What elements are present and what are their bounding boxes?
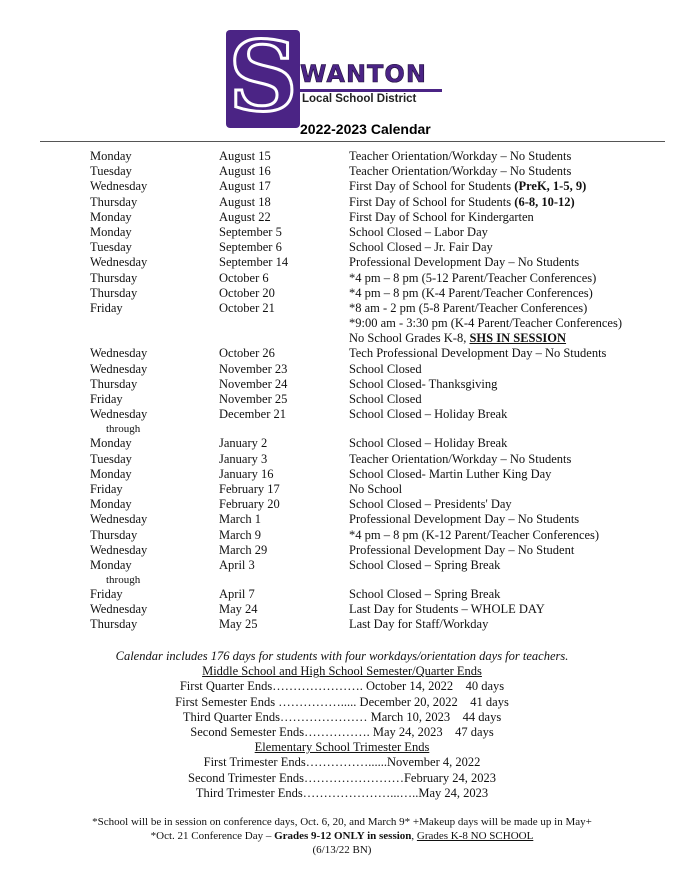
trimester-row: First Trimester Ends……………......November 4, 2022 xyxy=(203,755,481,770)
event-desc xyxy=(349,346,606,361)
event-row xyxy=(0,558,684,573)
event-date: October 20 xyxy=(219,285,275,300)
event-day: Thursday xyxy=(90,194,138,209)
event-date: March 9 xyxy=(219,527,261,542)
header xyxy=(0,0,684,145)
event-day: Wednesday xyxy=(90,512,148,527)
event-desc-text: *4 pm – 8 pm (K-4 Parent/Teacher Conferences) xyxy=(349,285,593,300)
event-desc xyxy=(349,225,488,240)
event-row xyxy=(0,617,684,632)
event-row xyxy=(0,377,684,392)
event-desc-text: *4 pm – 8 pm (K-12 Parent/Teacher Conferences) xyxy=(349,527,600,542)
event-desc-text: *4 pm – 8 pm (5-12 Parent/Teacher Conferences) xyxy=(349,270,597,285)
event-day: Monday xyxy=(90,557,132,572)
logo-wordmark: WANTON xyxy=(300,60,427,88)
ms-hs-heading: Middle School and High School Semester/Quarter Ends xyxy=(202,664,482,679)
footer-note-2-pre: *Oct. 21 Conference Day – xyxy=(150,830,275,842)
quarter-row xyxy=(0,725,684,740)
quarter-days: 40 days xyxy=(465,679,505,694)
event-row xyxy=(0,392,684,407)
footer xyxy=(0,815,684,857)
event-date: August 16 xyxy=(219,164,271,179)
event-desc-text: School Closed – Labor Day xyxy=(349,224,488,239)
event-date: September 14 xyxy=(219,255,289,270)
summary-intro: Calendar includes 176 days for students with four workdays/orientation days for teachers. xyxy=(115,649,569,663)
event-row xyxy=(0,331,684,346)
logo-underline xyxy=(300,89,442,92)
event-date: March 29 xyxy=(219,542,268,557)
event-date: May 25 xyxy=(219,617,258,632)
event-day: Thursday xyxy=(90,617,138,632)
event-desc-text: School Closed xyxy=(349,392,422,406)
event-day: Wednesday xyxy=(90,542,148,557)
event-date: December 21 xyxy=(219,407,286,422)
event-row xyxy=(0,164,684,179)
event-desc xyxy=(349,392,422,407)
event-date: August 22 xyxy=(219,209,271,224)
event-row xyxy=(0,587,684,602)
event-row xyxy=(0,452,684,467)
event-desc xyxy=(349,602,545,617)
event-day: Wednesday xyxy=(90,407,148,422)
quarter-days: 47 days xyxy=(455,724,494,739)
event-date: October 21 xyxy=(219,300,275,315)
event-desc xyxy=(349,497,512,512)
event-desc xyxy=(349,362,422,377)
event-date: August 15 xyxy=(219,149,271,163)
event-desc xyxy=(349,617,488,632)
event-day: Monday xyxy=(90,209,132,224)
event-day: Monday xyxy=(90,224,132,239)
event-row xyxy=(0,482,684,497)
event-desc-text: School Closed – Presidents' Day xyxy=(349,497,512,512)
event-desc-text: Teacher Orientation/Workday – No Students xyxy=(349,164,572,179)
event-date: January 16 xyxy=(219,466,274,481)
event-desc xyxy=(349,452,571,467)
through-label: through xyxy=(106,574,141,587)
event-desc-bold: (6-8, 10-12) xyxy=(514,194,575,209)
event-date: September 5 xyxy=(219,224,282,239)
event-day: Monday xyxy=(90,497,132,512)
event-desc xyxy=(349,467,551,482)
event-desc-text: *8 am - 2 pm (5-8 Parent/Teacher Conferences) xyxy=(349,300,588,315)
event-day: Tuesday xyxy=(90,164,132,179)
event-day: Friday xyxy=(90,392,123,406)
event-desc-text: School Closed- Thanksgiving xyxy=(349,376,498,391)
quarter-row xyxy=(0,695,684,710)
event-day: Friday xyxy=(90,587,123,602)
event-row xyxy=(0,528,684,543)
event-day: Thursday xyxy=(90,285,138,300)
footer-note-2 xyxy=(0,829,684,843)
event-date: April 7 xyxy=(219,587,255,602)
event-desc xyxy=(349,240,493,255)
event-row xyxy=(0,316,684,331)
event-desc xyxy=(349,407,507,422)
event-desc xyxy=(349,210,534,225)
event-date: April 3 xyxy=(219,557,255,572)
trimester-row: Second Trimester Ends……………………February 24, 2023 xyxy=(188,770,496,785)
event-date: May 24 xyxy=(219,602,258,617)
event-desc xyxy=(349,286,593,301)
event-desc xyxy=(349,482,402,497)
event-row xyxy=(0,362,684,377)
event-desc xyxy=(349,149,571,164)
event-desc-text: Tech Professional Development Day – No Students xyxy=(349,346,607,361)
event-desc xyxy=(349,587,500,602)
event-desc xyxy=(349,331,566,346)
logo-letter: S xyxy=(228,20,298,133)
quarter-label: First Quarter Ends…………………. October 14, 2022 xyxy=(179,679,454,694)
event-desc-text: Professional Development Day – No Students xyxy=(349,512,580,527)
quarter-label: Third Quarter Ends………………… March 10, 2023 xyxy=(182,709,451,724)
quarter-days: 44 days xyxy=(462,709,502,724)
event-date: October 6 xyxy=(219,270,269,285)
event-row xyxy=(0,301,684,316)
event-date: January 2 xyxy=(219,436,268,451)
event-date: November 23 xyxy=(219,361,288,376)
quarter-days: 41 days xyxy=(470,694,509,709)
event-day: Thursday xyxy=(90,270,138,285)
event-desc-text: Last Day for Students – WHOLE DAY xyxy=(349,602,545,617)
event-date: October 26 xyxy=(219,346,275,361)
events-list xyxy=(0,149,684,633)
event-desc xyxy=(349,164,571,179)
event-date: August 17 xyxy=(219,179,271,194)
event-day: Wednesday xyxy=(90,361,148,376)
quarter-row xyxy=(0,710,684,725)
event-row xyxy=(0,210,684,225)
event-desc xyxy=(349,377,497,392)
event-date: November 25 xyxy=(219,392,288,406)
district-logo xyxy=(226,20,300,133)
through-row xyxy=(0,573,684,587)
event-desc-text: School Closed – Jr. Fair Day xyxy=(349,240,493,255)
through-label: through xyxy=(106,423,141,436)
event-day: Tuesday xyxy=(90,451,132,466)
event-desc-bold: (PreK, 1-5, 9) xyxy=(514,179,587,194)
event-row xyxy=(0,286,684,301)
event-row xyxy=(0,467,684,482)
trimester-row: Third Trimester Ends…………………...…..May 24, 2023 xyxy=(195,785,489,800)
event-desc-text: First Day of School for Kindergarten xyxy=(349,209,534,224)
event-desc xyxy=(349,512,579,527)
event-desc-text: School Closed – Holiday Break xyxy=(349,407,508,422)
event-row xyxy=(0,271,684,286)
event-day: Friday xyxy=(90,300,123,315)
event-row xyxy=(0,225,684,240)
page-title: 2022-2023 Calendar xyxy=(300,121,431,137)
event-day: Thursday xyxy=(90,527,138,542)
event-row xyxy=(0,436,684,451)
event-row xyxy=(0,346,684,361)
event-desc-text: Professional Development Day – No Students xyxy=(349,255,580,270)
trimester-list xyxy=(0,755,684,801)
event-desc-text: Teacher Orientation/Workday – No Students xyxy=(349,149,572,163)
event-date: August 18 xyxy=(219,194,271,209)
event-day: Wednesday xyxy=(90,602,148,617)
event-desc xyxy=(349,301,587,316)
event-date: November 24 xyxy=(219,376,288,391)
event-desc xyxy=(349,558,500,573)
elementary-heading: Elementary School Trimester Ends xyxy=(254,740,430,755)
event-desc xyxy=(349,543,574,558)
event-desc-text: *9:00 am - 3:30 pm (K-4 Parent/Teacher Conferences) xyxy=(349,316,622,331)
event-desc-underline: SHS IN SESSION xyxy=(469,331,567,346)
quarter-list xyxy=(0,679,684,740)
event-desc-text: School Closed – Holiday Break xyxy=(349,436,508,451)
event-date: February 20 xyxy=(219,497,280,512)
footer-note-2-underline: Grades K-8 NO SCHOOL xyxy=(416,830,534,842)
event-date: January 3 xyxy=(219,451,268,466)
event-date: September 6 xyxy=(219,240,282,255)
quarter-label: First Semester Ends ……………..... December 20, 2022 xyxy=(175,694,458,709)
summary-section xyxy=(0,649,684,801)
event-day: Wednesday xyxy=(90,179,148,194)
event-desc-text: School Closed xyxy=(349,361,422,376)
event-desc-text: First Day of School for Students xyxy=(349,194,515,209)
event-desc-text: School Closed – Spring Break xyxy=(349,587,501,602)
footer-note-2-mid: , xyxy=(411,830,417,842)
event-row xyxy=(0,179,684,194)
event-desc-text: No School Grades K-8, xyxy=(349,331,470,346)
event-row xyxy=(0,602,684,617)
footer-note-1: *School will be in session on conference days, Oct. 6, 20, and March 9* +Makeup days will be made up in May+ xyxy=(92,816,592,828)
event-row xyxy=(0,497,684,512)
event-date: February 17 xyxy=(219,481,280,496)
quarter-row xyxy=(0,679,684,694)
divider xyxy=(40,141,665,142)
event-row xyxy=(0,543,684,558)
event-date: March 1 xyxy=(219,512,261,527)
event-desc xyxy=(349,528,599,543)
event-desc-text: Teacher Orientation/Workday – No Students xyxy=(349,451,572,466)
event-day: Monday xyxy=(90,149,132,163)
event-row xyxy=(0,512,684,527)
footer-revision: (6/13/22 BN) xyxy=(312,844,372,856)
event-day: Tuesday xyxy=(90,240,132,255)
event-desc xyxy=(349,179,586,194)
event-desc-text: School Closed- Martin Luther King Day xyxy=(349,466,552,481)
footer-note-2-bold: Grades 9-12 ONLY in session xyxy=(274,830,412,842)
through-row xyxy=(0,422,684,436)
event-day: Wednesday xyxy=(90,346,148,361)
event-day: Monday xyxy=(90,466,132,481)
event-day: Wednesday xyxy=(90,255,148,270)
event-day: Monday xyxy=(90,436,132,451)
quarter-label: Second Semester Ends……………. May 24, 2023 xyxy=(190,724,443,739)
event-desc xyxy=(349,436,507,451)
event-desc-text: No School xyxy=(349,481,403,496)
event-day: Friday xyxy=(90,481,123,496)
event-desc-text: Last Day for Staff/Workday xyxy=(349,617,489,632)
event-desc xyxy=(349,316,622,331)
event-desc-text: School Closed – Spring Break xyxy=(349,557,501,572)
event-day: Thursday xyxy=(90,376,138,391)
event-desc xyxy=(349,271,596,286)
event-row xyxy=(0,149,684,164)
event-row xyxy=(0,240,684,255)
event-desc xyxy=(349,255,579,270)
event-desc xyxy=(349,195,575,210)
event-row xyxy=(0,255,684,270)
event-row xyxy=(0,407,684,422)
event-desc-text: First Day of School for Students xyxy=(349,179,515,194)
event-row xyxy=(0,195,684,210)
district-name: Local School District xyxy=(302,93,417,105)
event-desc-text: Professional Development Day – No Student xyxy=(349,542,575,557)
